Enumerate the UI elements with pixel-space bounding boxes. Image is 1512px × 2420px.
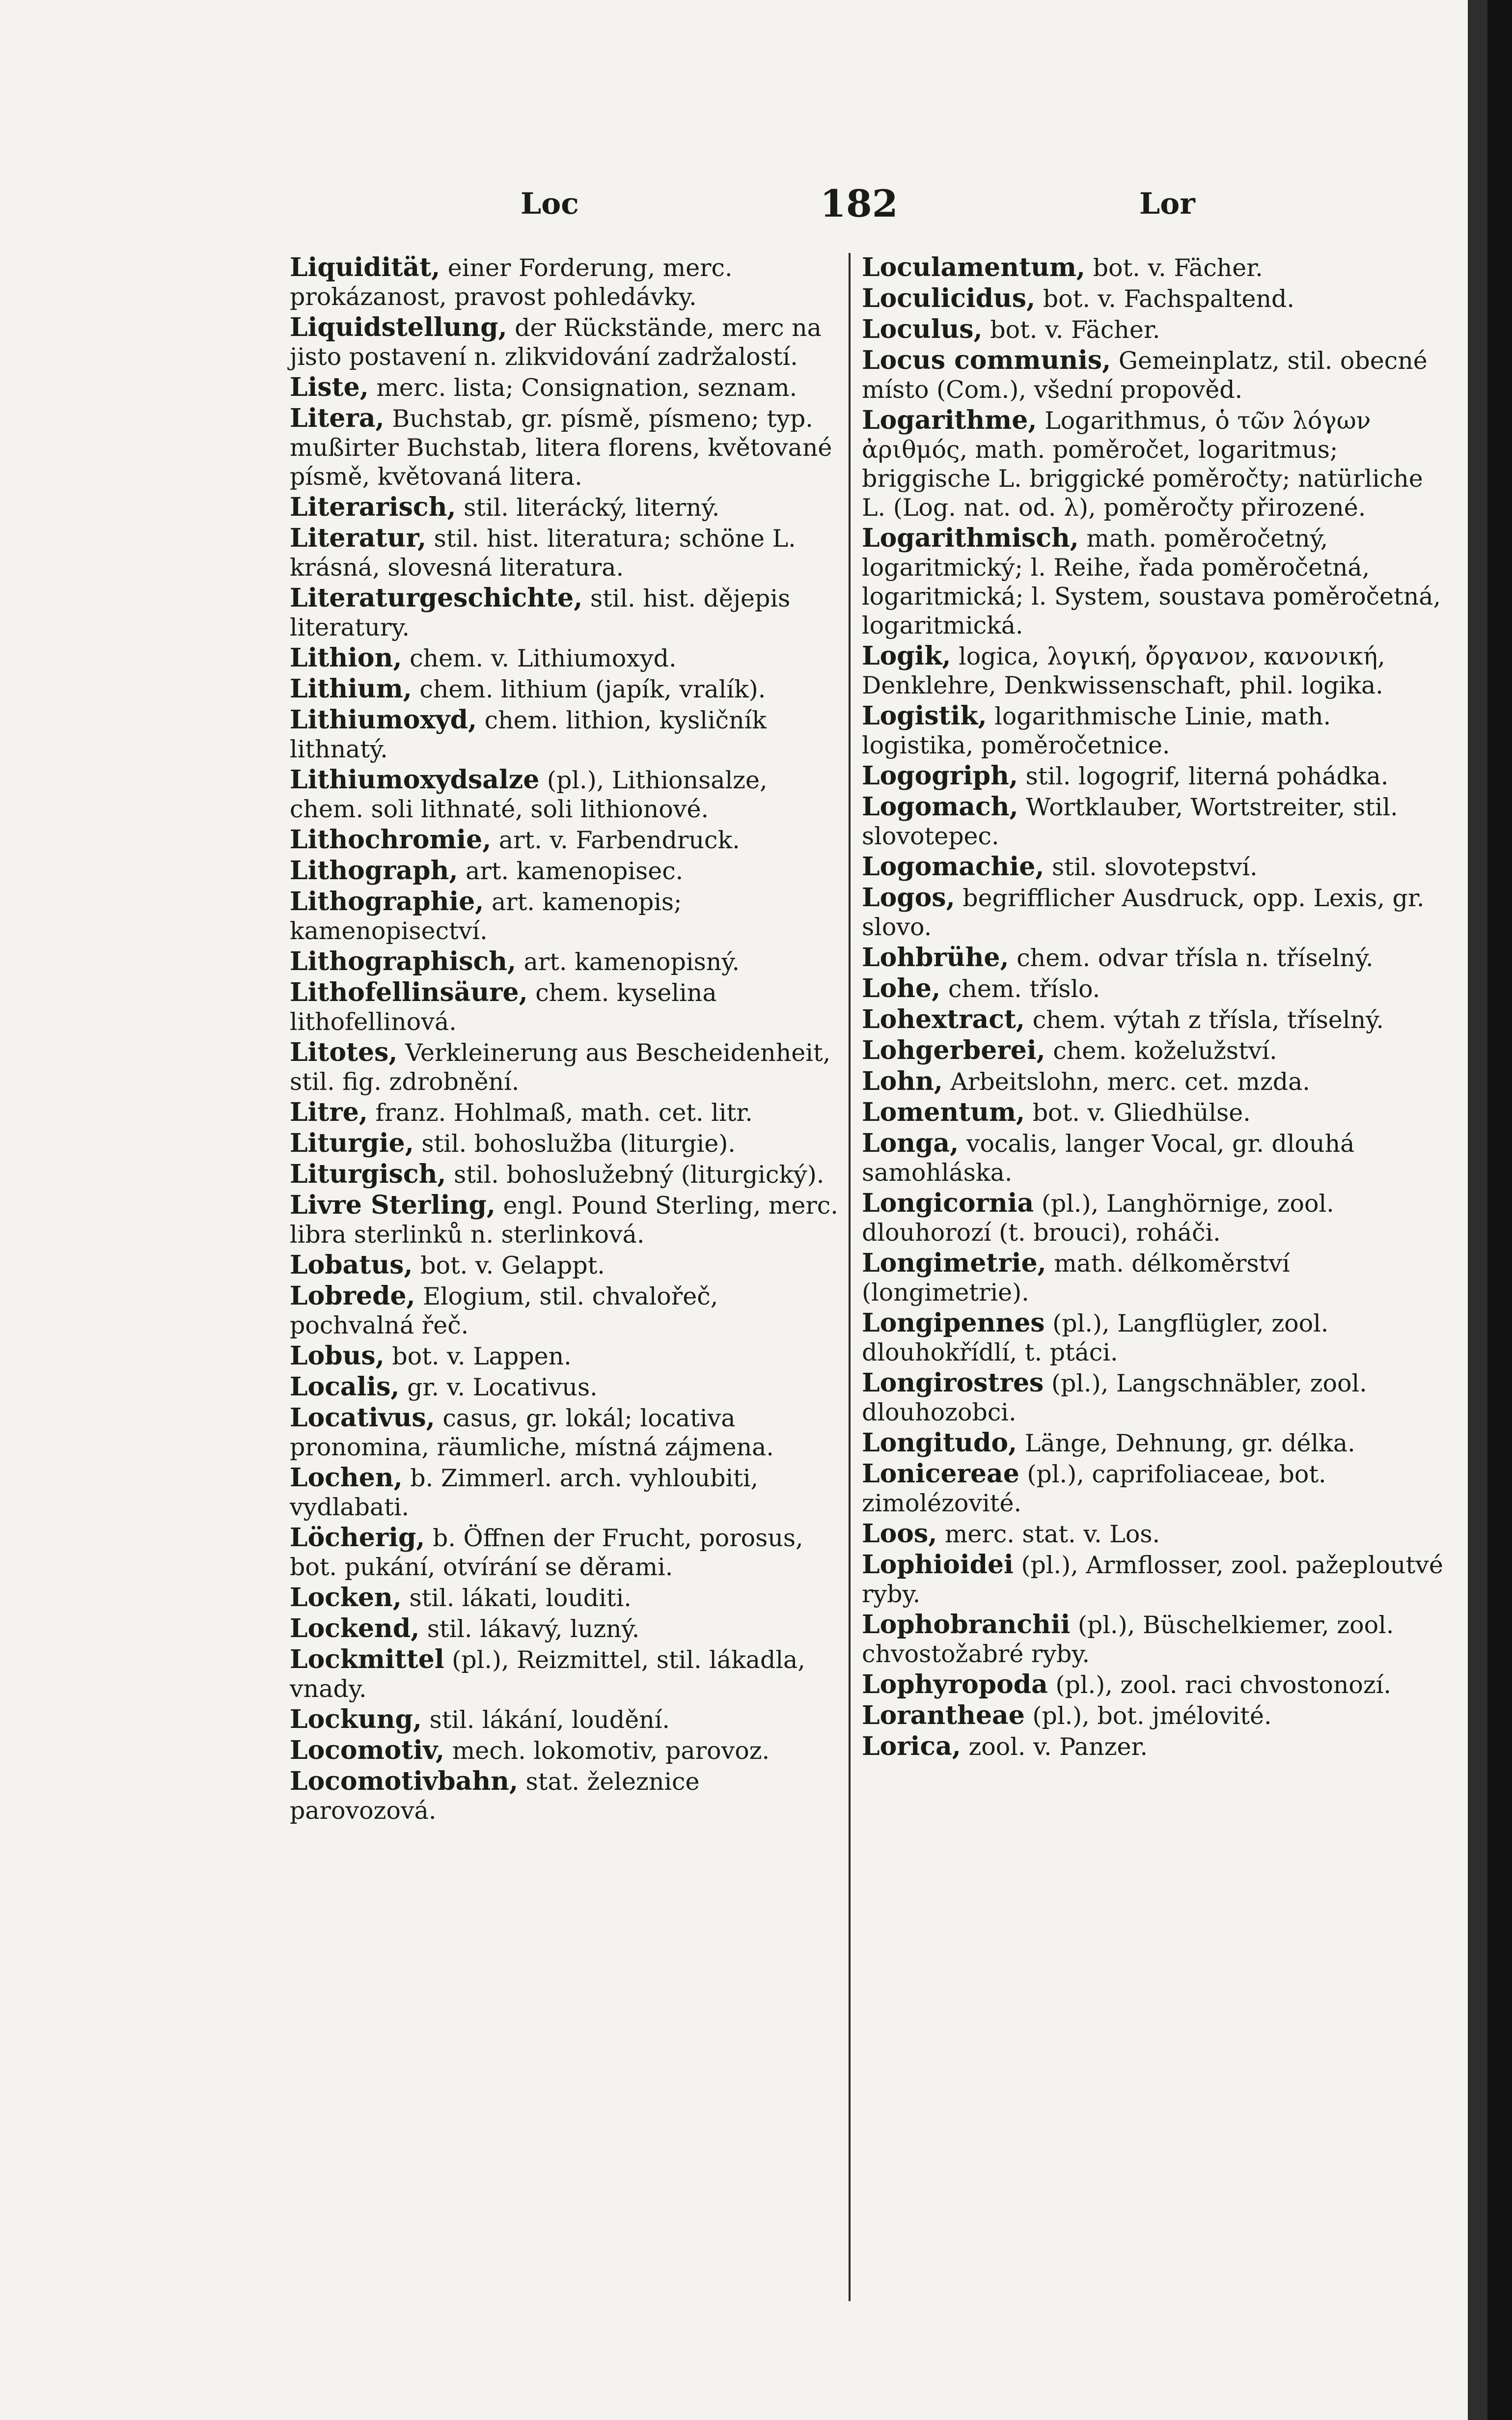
- entry-definition: gr. v. Locativus.: [407, 1373, 598, 1401]
- dictionary-entry: [862, 1067, 1444, 1096]
- entry-definition: Arbeitslohn, merc. cet. mzda.: [950, 1068, 1310, 1096]
- entry-headword: Lohe,: [862, 974, 941, 1003]
- dictionary-entry: [290, 1251, 840, 1280]
- dictionary-entry: [290, 1736, 840, 1765]
- entry-definition: stil. bohoslužebný (liturgický).: [454, 1161, 825, 1189]
- right-column: [862, 253, 1444, 2385]
- entry-definition: chem. lithion, kysličník lithnatý.: [290, 706, 767, 763]
- entry-definition: merc. lista; Consignation, seznam.: [376, 374, 797, 402]
- entry-definition: bot. v. Fächer.: [1093, 254, 1263, 282]
- entry-headword: Lockend,: [290, 1613, 420, 1643]
- entry-headword: Lohbrühe,: [862, 943, 1009, 973]
- entry-headword: Locomotivbahn,: [290, 1766, 519, 1796]
- entry-definition: stil. lákání, loudění.: [429, 1706, 670, 1734]
- dictionary-entry: [290, 1523, 840, 1582]
- entry-definition: bot. v. Fachspaltend.: [1043, 285, 1294, 313]
- entry-headword: Lithofellinsäure,: [290, 977, 528, 1007]
- dictionary-entry: [290, 1098, 840, 1127]
- entry-definition: b. Zimmerl. arch. vyhloubiti, vydlabati.: [290, 1464, 759, 1521]
- dictionary-entry: [290, 1705, 840, 1734]
- entry-definition: vocalis, langer Vocal, gr. dlouhá samohláska.: [862, 1130, 1355, 1187]
- entry-headword: Livre Sterling,: [290, 1190, 495, 1220]
- entry-headword: Literarisch,: [290, 492, 456, 522]
- dictionary-entry: [290, 765, 840, 824]
- entry-definition: (pl.), Langschnäbler, zool. dlouhozobci.: [862, 1369, 1367, 1426]
- dictionary-entry: [290, 643, 840, 673]
- dictionary-entry: [290, 947, 840, 976]
- entry-headword: Lithograph,: [290, 856, 458, 886]
- entry-headword: Logistik,: [862, 701, 987, 731]
- entry-definition: merc. stat. v. Los.: [944, 1520, 1160, 1548]
- entry-definition: Verkleinerung aus Bescheidenheit, stil. fig. zdrobnění.: [290, 1039, 831, 1096]
- entry-headword: Lockmittel: [290, 1644, 444, 1674]
- dictionary-entry: [862, 1129, 1444, 1187]
- entry-headword: Loculicidus,: [862, 283, 1036, 313]
- entry-definition: logica, λογική, ὄργανον, κανονική, Denklehre, Denkwissenschaft, phil. logika.: [862, 642, 1385, 699]
- entry-definition: chem. lithium (japík, vralík).: [419, 675, 766, 703]
- entry-headword: Loos,: [862, 1519, 937, 1549]
- entry-definition: stil. logogrif, literná pohádka.: [1025, 762, 1389, 790]
- entry-headword: Logomachie,: [862, 852, 1045, 882]
- entry-headword: Longipennes: [862, 1308, 1045, 1338]
- entry-headword: Literatur,: [290, 523, 427, 553]
- entry-headword: Longicornia: [862, 1188, 1034, 1218]
- entry-headword: Longitudo,: [862, 1428, 1017, 1458]
- entry-definition: stil. bohoslužba (liturgie).: [421, 1130, 736, 1158]
- entry-headword: Lophioidei: [862, 1550, 1014, 1580]
- entry-definition: (pl.), Langflügler, zool. dlouhokřídlí, t. ptáci.: [862, 1309, 1329, 1366]
- entry-definition: logarithmische Linie, math. logistika, poměročetnice.: [862, 702, 1331, 759]
- entry-definition: (pl.), caprifoliaceae, bot. zimolézovité.: [862, 1460, 1326, 1517]
- entry-definition: Buchstab, gr. písmě, písmeno; typ. mußirter Buchstab, litera florens, květované písmě, květovaná litera.: [290, 405, 832, 491]
- dictionary-entry: [290, 1645, 840, 1703]
- dictionary-entry: [290, 1129, 840, 1158]
- entry-headword: Lobus,: [290, 1341, 385, 1371]
- entry-definition: bot. v. Lappen.: [392, 1342, 572, 1370]
- left-column: [290, 253, 840, 2385]
- entry-headword: Logik,: [862, 641, 951, 671]
- dictionary-entry: [290, 1463, 840, 1522]
- entry-headword: Lithiumoxydsalze: [290, 765, 540, 795]
- dictionary-entry: [290, 1614, 840, 1643]
- dictionary-entry: [862, 1098, 1444, 1127]
- entry-headword: Lophyropoda: [862, 1669, 1048, 1699]
- entry-headword: Longirostres: [862, 1368, 1044, 1398]
- entry-definition: engl. Pound Sterling, merc. libra sterlinků n. sterlinková.: [290, 1192, 838, 1249]
- entry-headword: Lithium,: [290, 674, 412, 704]
- dictionary-entry: [862, 761, 1444, 791]
- dictionary-entry: [290, 1281, 840, 1340]
- entry-definition: chem. odvar třísla n. tříselný.: [1017, 944, 1374, 972]
- entry-definition: casus, gr. lokál; locativa pronomina, räumliche, místná zájmena.: [290, 1404, 774, 1461]
- entry-headword: Logarithme,: [862, 405, 1037, 435]
- dictionary-entry: [290, 1160, 840, 1189]
- dictionary-entry: [862, 1249, 1444, 1307]
- entry-headword: Literaturgeschichte,: [290, 583, 583, 613]
- entry-definition: (pl.), bot. jmélovité.: [1032, 1702, 1272, 1730]
- entry-definition: stil. lákavý, luzný.: [427, 1615, 640, 1643]
- dictionary-entry: [290, 1191, 840, 1249]
- dictionary-entry: [862, 1732, 1444, 1761]
- dictionary-entry: [290, 825, 840, 855]
- dictionary-entry: [290, 887, 840, 946]
- entry-definition: Länge, Dehnung, gr. délka.: [1024, 1429, 1355, 1457]
- entry-headword: Liste,: [290, 372, 369, 402]
- entry-headword: Liquidität,: [290, 252, 440, 282]
- entry-headword: Lohn,: [862, 1066, 943, 1096]
- entry-headword: Locus communis,: [862, 345, 1111, 375]
- entry-definition: (pl.), Langhörnige, zool. dlouhorozí (t. brouci), roháči.: [862, 1190, 1334, 1247]
- left-guide-word: Loc: [521, 187, 579, 221]
- entry-headword: Loculus,: [862, 314, 983, 344]
- dictionary-entry: [862, 1189, 1444, 1247]
- entry-definition: (pl.), Lithionsalze, chem. soli lithnaté, soli lithionové.: [290, 766, 768, 823]
- dictionary-entry: [862, 315, 1444, 344]
- entry-headword: Liturgisch,: [290, 1159, 446, 1189]
- entry-definition: stil. hist. dějepis literatury.: [290, 584, 791, 641]
- dictionary-entry: [290, 674, 840, 704]
- entry-definition: art. kamenopisec.: [466, 857, 684, 885]
- column-divider: [849, 253, 851, 2301]
- entry-definition: stil. slovotepství.: [1052, 853, 1258, 881]
- entry-definition: math. délkoměrství (longimetrie).: [862, 1250, 1290, 1307]
- dictionary-entry: [862, 852, 1444, 882]
- dictionary-entry: [862, 406, 1444, 522]
- dictionary-entry: [290, 404, 840, 491]
- dictionary-entry: [862, 1005, 1444, 1034]
- entry-headword: Litre,: [290, 1097, 368, 1127]
- dictionary-entry: [290, 313, 840, 371]
- entry-definition: art. kamenopisný.: [523, 948, 740, 976]
- page-header: [275, 182, 1195, 241]
- entry-definition: (pl.), Reizmittel, stil. lákadla, vnady.: [290, 1646, 805, 1703]
- dictionary-entry: [290, 493, 840, 522]
- entry-headword: Lobatus,: [290, 1250, 413, 1280]
- entry-definition: (pl.), zool. raci chvostonozí.: [1055, 1671, 1391, 1699]
- dictionary-entry: [862, 1308, 1444, 1367]
- entry-definition: Logarithmus, ὁ τῶν λόγων ἀριθμός, math. poměročet, logaritmus; briggische L. briggické poměročty; natürliche L. (Log. nat. od. λ), poměročty přirozené.: [862, 407, 1423, 522]
- dictionary-entry: [290, 1341, 840, 1371]
- dictionary-entry: [290, 978, 840, 1036]
- entry-headword: Longa,: [862, 1128, 959, 1158]
- entry-definition: chem. kyselina lithofellinová.: [290, 979, 717, 1036]
- dictionary-entry: [290, 524, 840, 582]
- entry-headword: Logogriph,: [862, 761, 1018, 791]
- entry-headword: Logarithmisch,: [862, 523, 1079, 553]
- scan-edge: [1468, 0, 1512, 2420]
- dictionary-entry: [862, 1036, 1444, 1065]
- dictionary-entry: [290, 1767, 840, 1825]
- entry-headword: Lithion,: [290, 643, 402, 673]
- entry-definition: stat. železnice parovozová.: [290, 1768, 700, 1825]
- entry-headword: Litera,: [290, 403, 385, 433]
- entry-definition: bot. v. Gliedhülse.: [1032, 1099, 1251, 1127]
- entry-headword: Lohextract,: [862, 1004, 1025, 1034]
- entry-definition: math. poměročetný, logaritmický; l. Reihe, řada poměročetná, logaritmická; l. System, soustava poměročetná, logaritmická.: [862, 525, 1441, 640]
- dictionary-entry: [862, 1610, 1444, 1669]
- entry-definition: einer Forderung, merc. prokázanost, pravost pohledávky.: [290, 254, 733, 311]
- entry-headword: Locomotiv,: [290, 1735, 445, 1765]
- entry-headword: Lithographisch,: [290, 946, 517, 976]
- dictionary-entry: [862, 1550, 1444, 1609]
- entry-definition: chem. koželužství.: [1053, 1037, 1277, 1065]
- entry-headword: Liturgie,: [290, 1128, 414, 1158]
- entry-headword: Loculamentum,: [862, 252, 1086, 282]
- dictionary-entry: [862, 883, 1444, 942]
- entry-definition: mech. lokomotiv, parovoz.: [452, 1737, 770, 1765]
- entry-headword: Loranthеae: [862, 1700, 1025, 1730]
- dictionary-entry: [862, 1670, 1444, 1699]
- dictionary-entry: [862, 346, 1444, 404]
- dictionary-entry: [862, 1428, 1444, 1458]
- right-guide-word: Lor: [1139, 187, 1195, 221]
- entry-headword: Lochen,: [290, 1463, 403, 1493]
- entry-headword: Localis,: [290, 1372, 400, 1402]
- entry-definition: begrifflicher Ausdruck, opp. Lexis, gr. slovo.: [862, 884, 1425, 941]
- dictionary-entry: [290, 1372, 840, 1402]
- entry-definition: stil. literácký, literný.: [464, 494, 720, 522]
- dictionary-entry: [862, 974, 1444, 1003]
- entry-definition: art. kamenopis; kamenopisectví.: [290, 888, 682, 945]
- dictionary-entry: [862, 1459, 1444, 1518]
- entry-headword: Lorica,: [862, 1731, 961, 1761]
- entry-headword: Lohgerberei,: [862, 1035, 1045, 1065]
- entry-definition: art. v. Farbendruck.: [498, 826, 740, 854]
- entry-definition: (pl.), Armflosser, zool. pažeploutvé ryby.: [862, 1551, 1443, 1608]
- dictionary-entry: [862, 641, 1444, 700]
- entry-definition: b. Öffnen der Frucht, porosus, bot. pukání, otvírání se děrami.: [290, 1524, 803, 1581]
- dictionary-entry: [290, 1038, 840, 1096]
- dictionary-entry: [290, 856, 840, 886]
- dictionary-entry: [290, 705, 840, 764]
- entry-definition: der Rückstände, merc na jisto postavení n. zlikvidování zadržalostí.: [290, 314, 822, 371]
- entry-headword: Liquidstellung,: [290, 312, 507, 342]
- entry-definition: Gemeinplatz, stil. obecné místo (Com.), všední propověd.: [862, 347, 1428, 404]
- dictionary-entry: [862, 1701, 1444, 1730]
- dictionary-entry: [862, 1519, 1444, 1549]
- entry-definition: (pl.), Büschelkiemer, zool. chvostožabré ryby.: [862, 1611, 1394, 1668]
- entry-definition: franz. Hohlmaß, math. cet. litr.: [375, 1099, 753, 1127]
- entry-definition: Elogium, stil. chvalořeč, pochvalná řeč.: [290, 1282, 718, 1339]
- dictionary-entry: [290, 584, 840, 642]
- entry-headword: Logomach,: [862, 792, 1018, 822]
- entry-definition: chem. tříslo.: [948, 975, 1100, 1003]
- dictionary-entry: [290, 1583, 840, 1613]
- entry-headword: Lithographie,: [290, 887, 484, 917]
- entry-headword: Lockung,: [290, 1704, 422, 1734]
- dictionary-entry: [862, 253, 1444, 282]
- dictionary-entry: [862, 524, 1444, 640]
- entry-headword: Lomentum,: [862, 1097, 1025, 1127]
- entry-headword: Logos,: [862, 883, 955, 913]
- entry-headword: Lithochromie,: [290, 825, 492, 855]
- dictionary-entry: [862, 943, 1444, 973]
- entry-headword: Locken,: [290, 1583, 402, 1613]
- entry-definition: stil. lákati, louditi.: [409, 1584, 632, 1612]
- entry-definition: chem. v. Lithiumoxyd.: [410, 644, 677, 672]
- entry-headword: Lophobranchii: [862, 1610, 1071, 1640]
- entry-headword: Longimetrie,: [862, 1248, 1046, 1278]
- dictionary-entry: [290, 373, 840, 402]
- dictionary-entry: [862, 792, 1444, 851]
- entry-definition: zool. v. Panzer.: [968, 1733, 1148, 1761]
- dictionary-entry: [290, 1403, 840, 1462]
- entry-headword: Lobrede,: [290, 1281, 415, 1311]
- entry-headword: Litotes,: [290, 1037, 398, 1067]
- entry-headword: Lithiumoxyd,: [290, 705, 477, 735]
- entry-definition: chem. výtah z třísla, tříselný.: [1032, 1006, 1384, 1034]
- entry-headword: Löcherig,: [290, 1523, 425, 1553]
- entry-definition: Wortklauber, Wortstreiter, stil. slovotepec.: [862, 793, 1398, 850]
- entry-definition: bot. v. Fächer.: [990, 316, 1160, 344]
- entry-definition: bot. v. Gelappt.: [420, 1252, 605, 1280]
- dictionary-entry: [862, 701, 1444, 760]
- entry-headword: Lonicereae: [862, 1459, 1019, 1489]
- dictionary-entry: [862, 1368, 1444, 1427]
- dictionary-entry: [290, 253, 840, 311]
- entry-definition: stil. hist. literatura; schöne L. krásná, slovesná literatura.: [290, 525, 796, 582]
- page-number: 182: [820, 182, 898, 225]
- dictionary-entry: [862, 284, 1444, 313]
- entry-headword: Locativus,: [290, 1403, 435, 1433]
